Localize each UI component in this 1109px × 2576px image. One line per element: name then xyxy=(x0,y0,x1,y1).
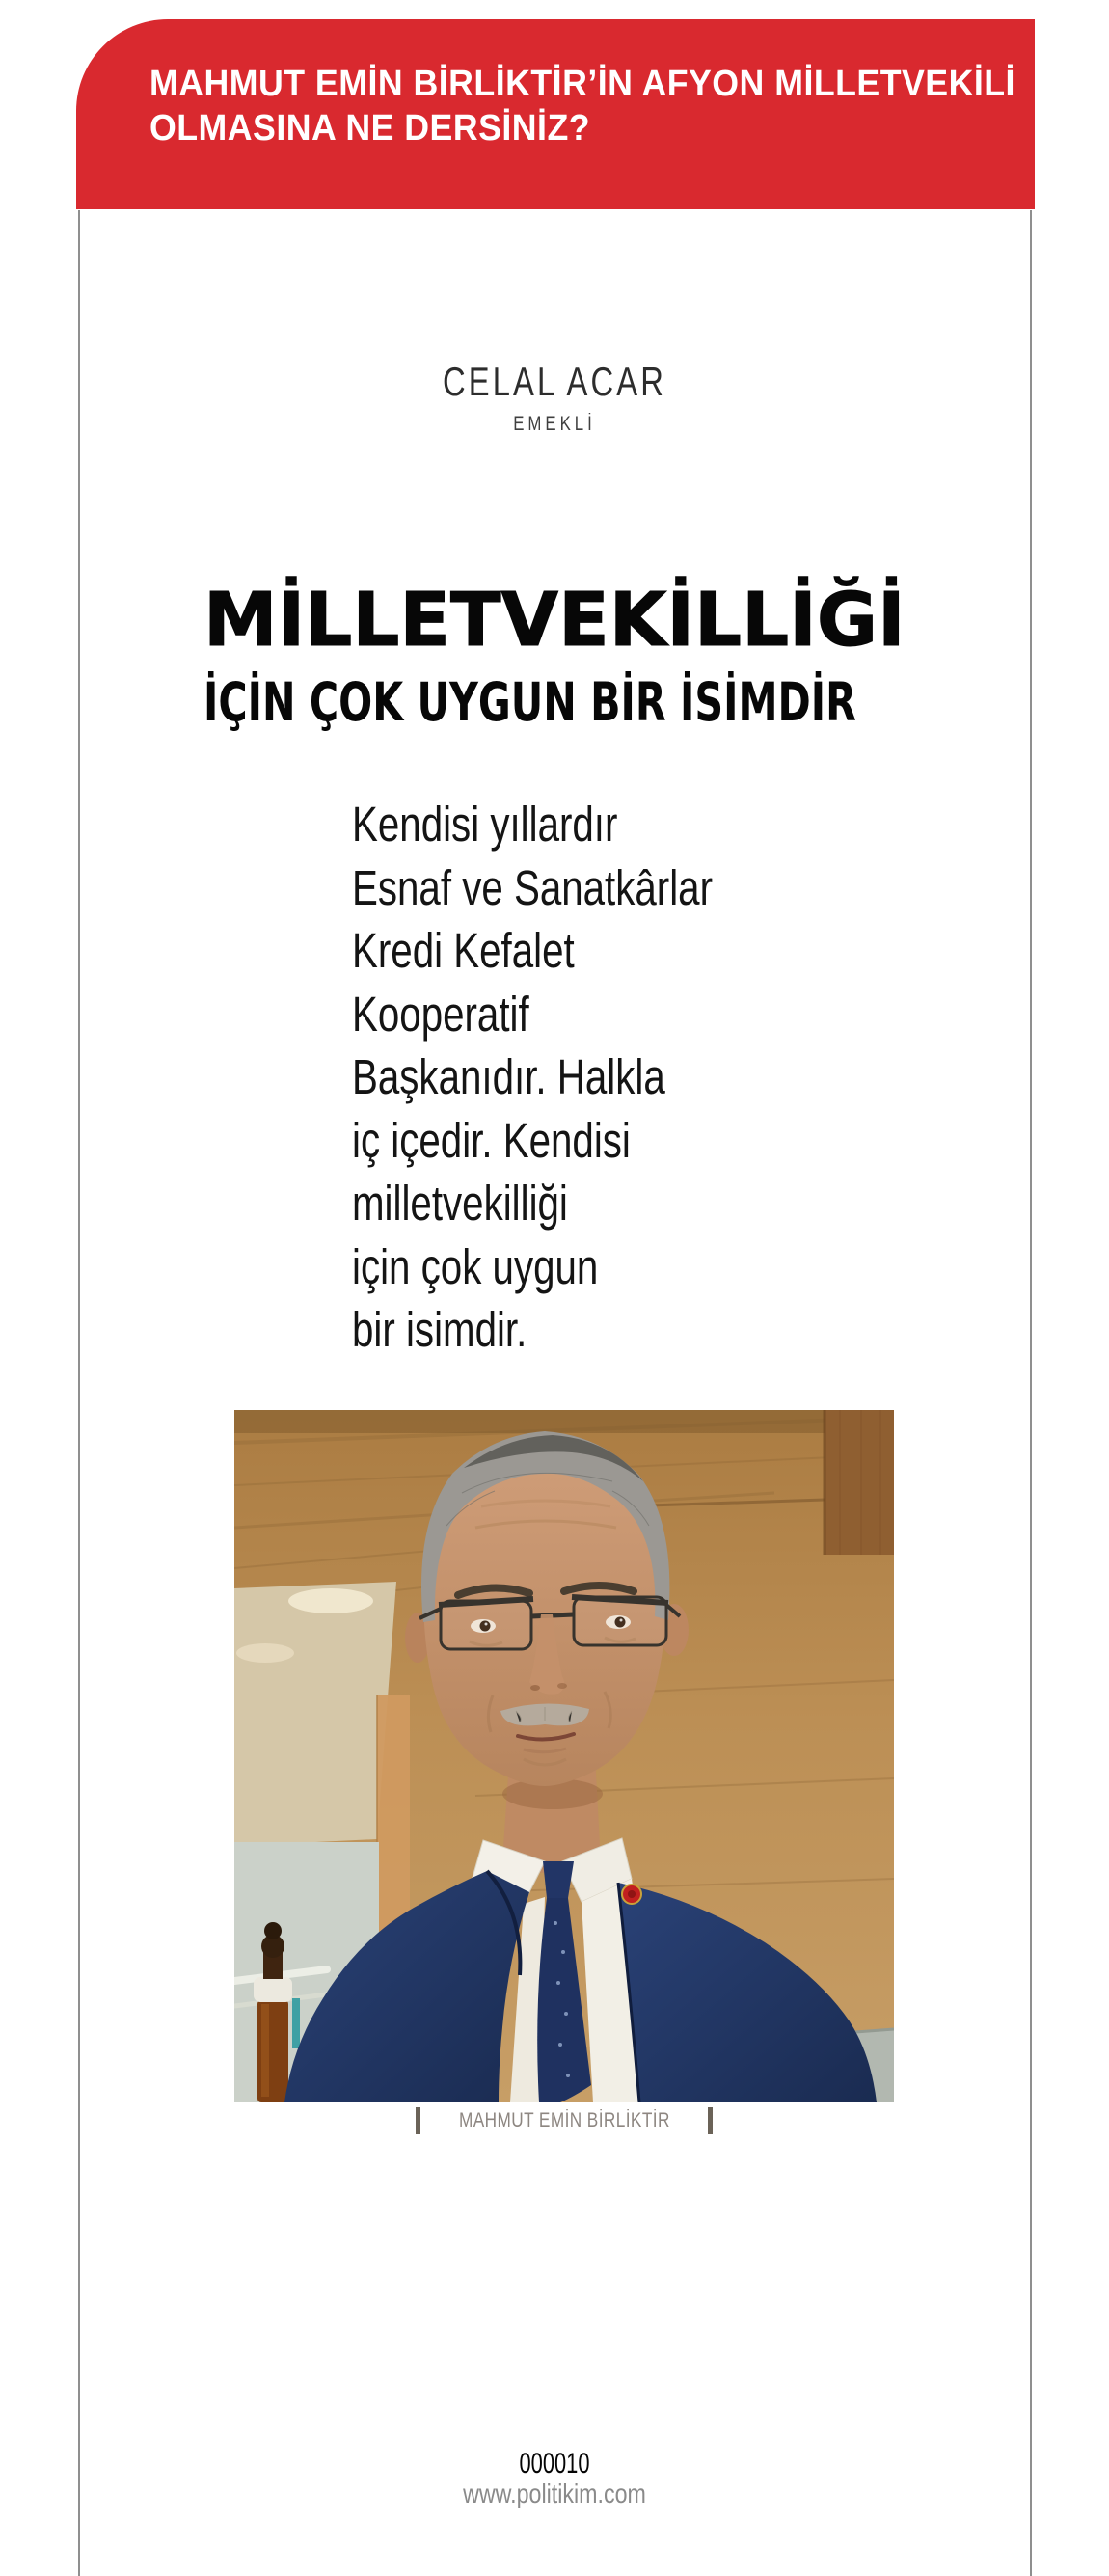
author-title: EMEKLİ xyxy=(513,413,596,435)
portrait-photo-art xyxy=(234,1410,894,2102)
quote-line: Esnaf ve Sanatkârlar xyxy=(352,859,714,915)
portrait-photo xyxy=(234,1410,894,2102)
photo-caption-text: MAHMUT EMİN BİRLİKTİR xyxy=(458,2109,670,2131)
headline-line-2: İÇİN ÇOK UYGUN BİR İSİMDİR xyxy=(203,671,856,733)
quote-line: Kooperatif xyxy=(352,986,529,1042)
author-name: CELAL ACAR xyxy=(442,359,667,404)
footer-website: www.politikim.com xyxy=(463,2479,646,2508)
question-line-1: MAHMUT EMİN BİRLİKTİR’İN AFYON MİLLETVEKİLİ xyxy=(149,64,1015,104)
footer-code: 000010 xyxy=(519,2448,590,2480)
quote-line: milletvekilliği xyxy=(352,1176,568,1231)
question-banner xyxy=(76,19,1035,209)
article-border-box xyxy=(78,210,1032,2576)
photo-caption xyxy=(234,2104,894,2137)
caption-bar-right xyxy=(708,2107,713,2134)
question-line-2: OLMASINA NE DERSİNİZ? xyxy=(149,108,591,149)
quote-line: Kredi Kefalet xyxy=(352,923,575,978)
quote-line: Kendisi yıllardır xyxy=(352,797,618,852)
lapel-pin xyxy=(622,1885,641,1904)
headline-line-1: MİLLETVEKİLLİĞİ xyxy=(203,578,906,664)
quote-line: için çok uygun xyxy=(352,1238,599,1294)
quote-body xyxy=(352,793,713,1362)
caption-bar-left xyxy=(416,2107,420,2134)
quote-line: Başkanıdır. Halkla xyxy=(352,1049,665,1104)
question-banner-text xyxy=(149,62,1015,150)
quote-line: iç içedir. Kendisi xyxy=(352,1112,631,1168)
quote-line: bir isimdir. xyxy=(352,1302,527,1357)
